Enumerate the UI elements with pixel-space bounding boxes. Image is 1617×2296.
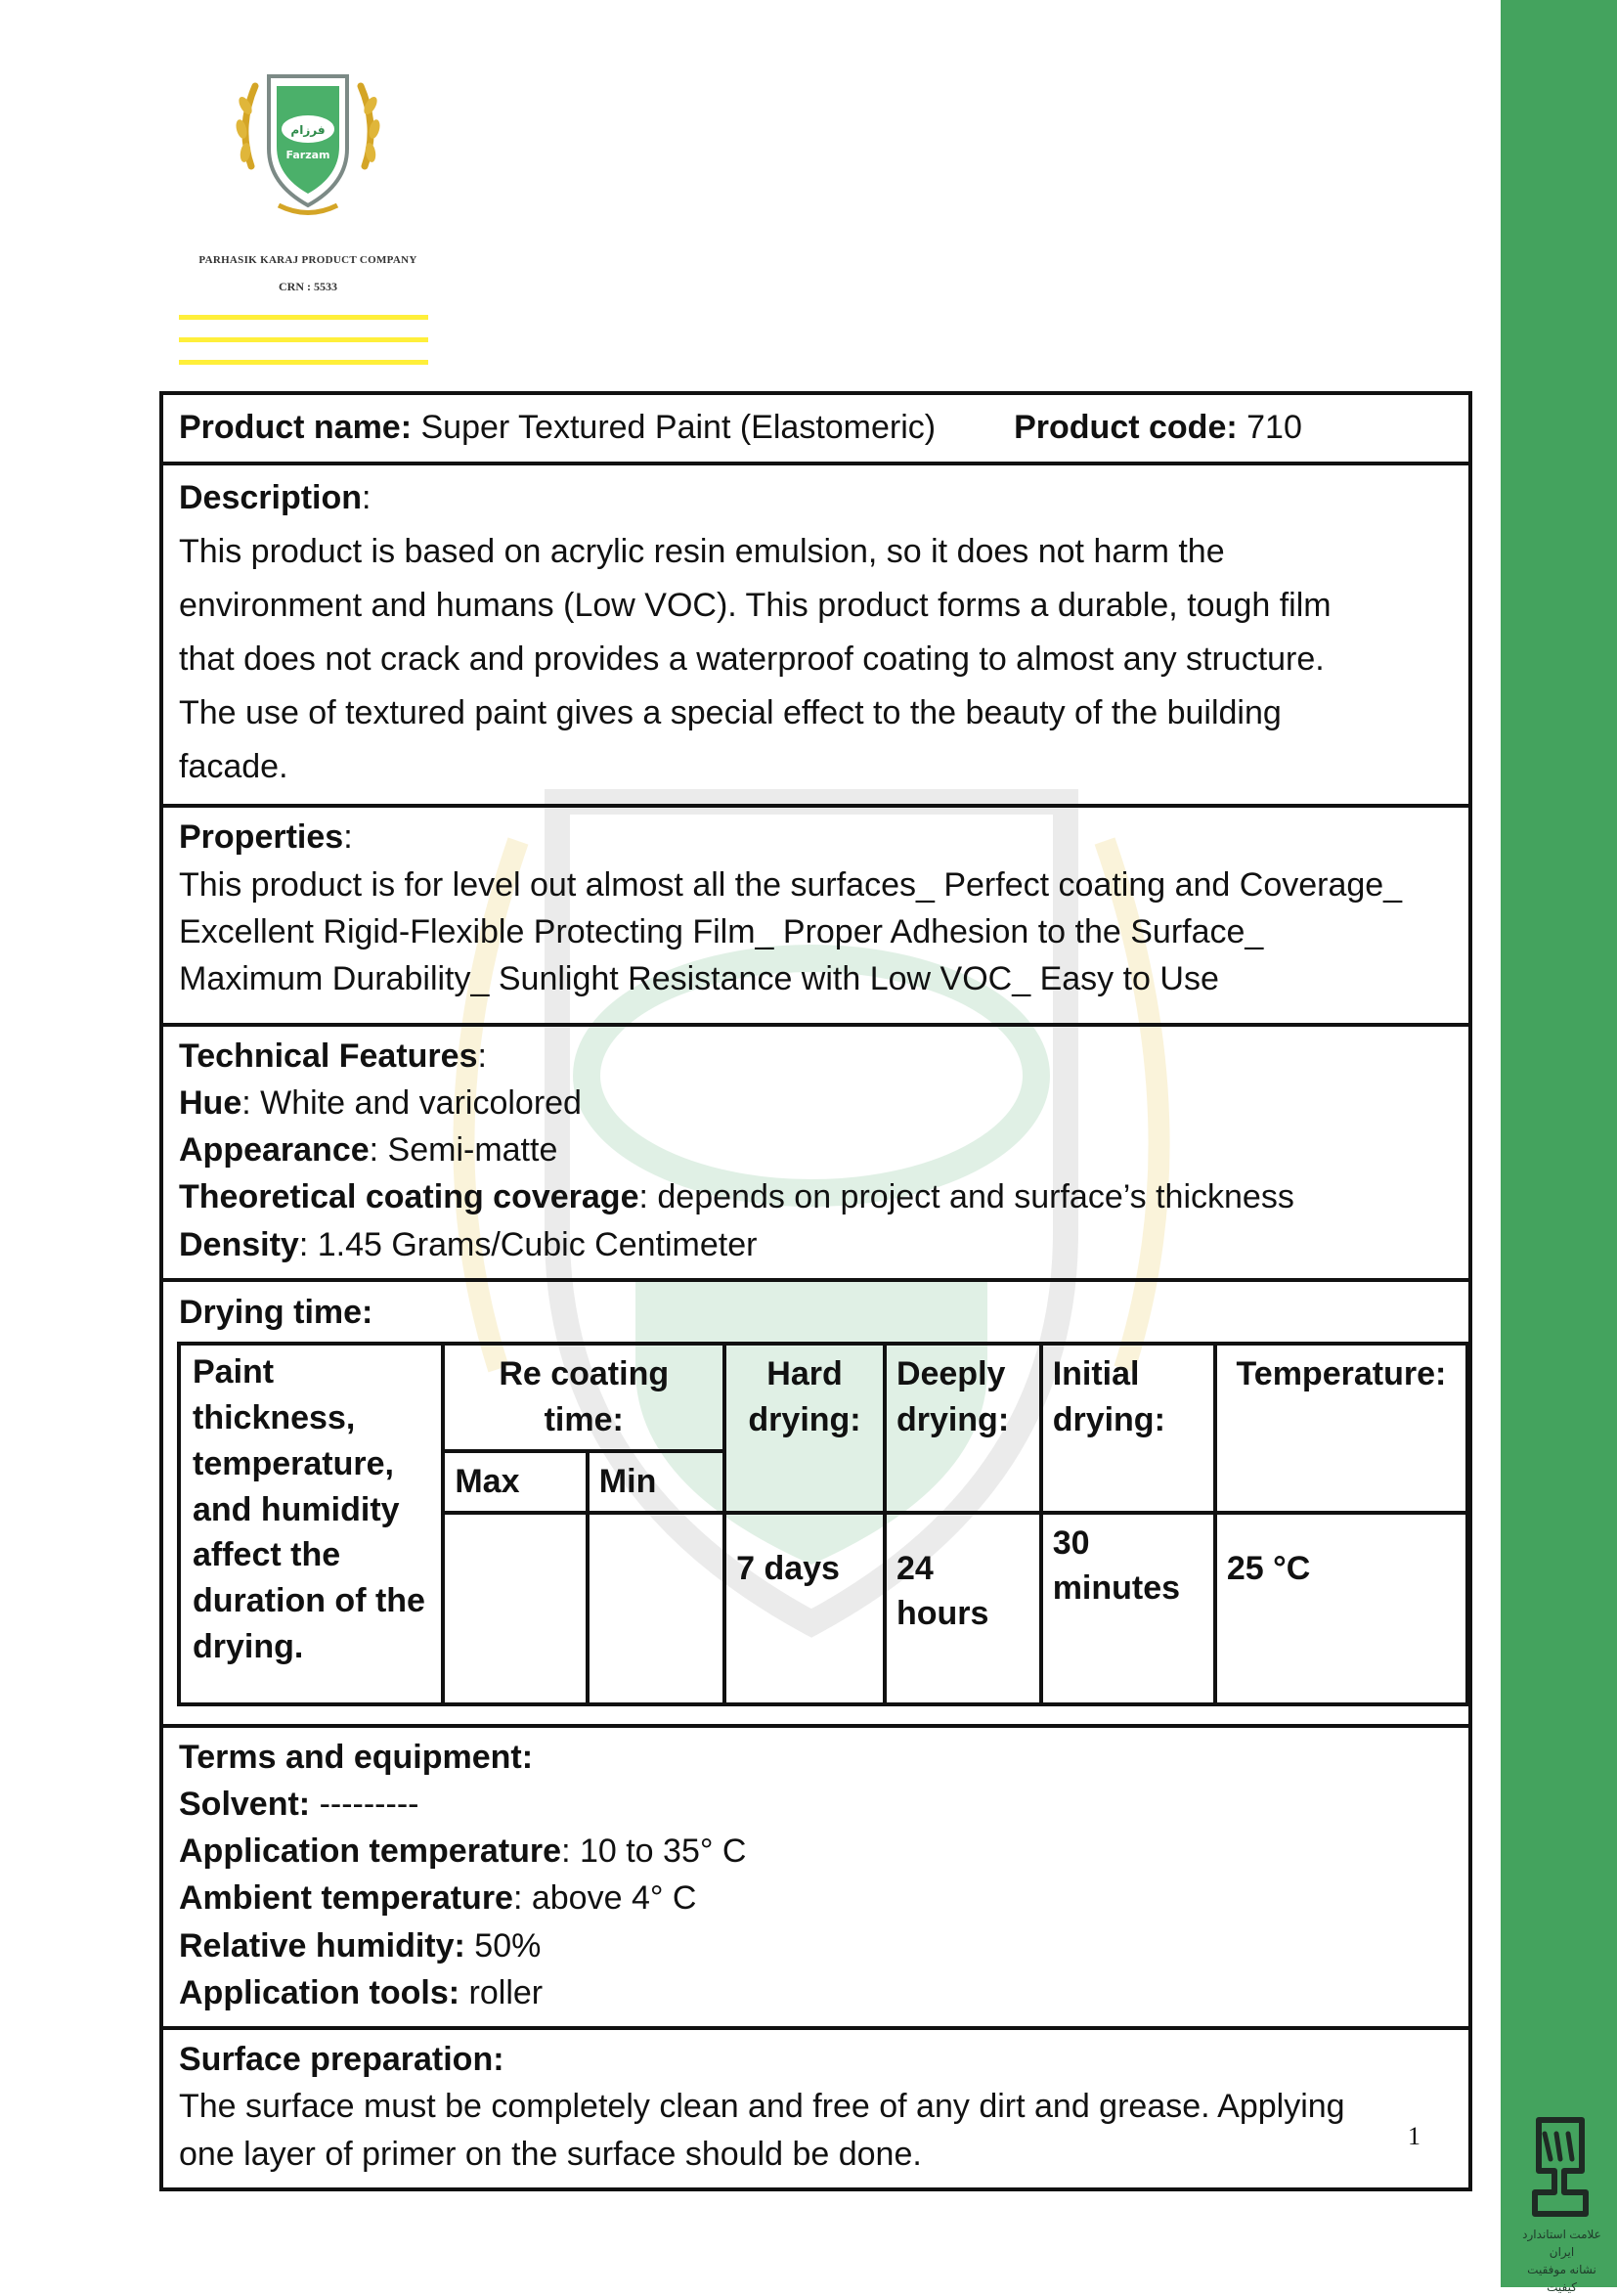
drying-label: Drying time:	[179, 1293, 373, 1331]
application-temperature-value: : 10 to 35° C	[561, 1832, 747, 1871]
max-value	[443, 1513, 587, 1704]
hue-label: Hue	[179, 1083, 242, 1122]
properties-label: Properties	[179, 818, 344, 857]
product-name-value: Super Textured Paint (Elastomeric)	[420, 408, 937, 446]
max-header: Max	[443, 1451, 587, 1513]
min-value	[588, 1513, 724, 1704]
properties-line: Maximum Durability_ Sunlight Resistance with Low VOC_ Easy to Use	[179, 960, 1219, 998]
application-tools-value: roller	[459, 1973, 544, 2011]
deeply-drying-header: Deeply drying:	[885, 1344, 1041, 1513]
isiri-text-line: نشانه موفقیت کیفیت	[1527, 2263, 1596, 2294]
recoating-header: Re coating time:	[443, 1344, 724, 1451]
product-name-section	[163, 395, 1468, 465]
logo-text-en: Farzam	[285, 149, 330, 161]
appearance-value: : Semi-matte	[369, 1131, 558, 1170]
deeply-drying-value: 24 hours	[885, 1513, 1041, 1704]
solvent-value: ---------	[310, 1785, 419, 1823]
relative-humidity-value: 50%	[464, 1926, 542, 1965]
yellow-rule	[179, 315, 428, 320]
terms-equipment-section	[163, 1728, 1468, 2031]
relative-humidity-label: Relative humidity:	[179, 1926, 465, 1965]
properties-line: Excellent Rigid-Flexible Protecting Film_ Proper Adhesion to the Surface_	[179, 913, 1264, 950]
drying-time-section	[163, 1282, 1468, 1728]
description-line: environment and humans (Low VOC). This product forms a durable, tough film	[179, 587, 1332, 625]
surface-preparation-section	[163, 2030, 1468, 2187]
drying-table	[177, 1342, 1469, 1706]
description-section	[163, 465, 1468, 808]
ambient-temperature-value: : above 4° C	[512, 1879, 697, 1918]
description-line: that does not crack and provides a waterproof coating to almost any structure.	[179, 640, 1325, 679]
application-temperature-label: Application temperature	[179, 1832, 562, 1871]
surface-label: Surface preparation:	[179, 2041, 504, 2079]
logo-text-fa: فرزام	[290, 123, 326, 137]
solvent-label: Solvent:	[179, 1785, 311, 1823]
ambient-temperature-label: Ambient temperature	[179, 1879, 513, 1918]
company-logo	[171, 59, 445, 342]
iran-standard-mark	[1515, 2102, 1608, 2294]
temperature-header: Temperature:	[1215, 1344, 1467, 1513]
min-header: Min	[588, 1451, 724, 1513]
initial-drying-header: Initial drying:	[1041, 1344, 1215, 1513]
density-value: : 1.45 Grams/Cubic Centimeter	[298, 1225, 758, 1263]
description-label: Description	[179, 479, 363, 516]
description-label-colon: :	[362, 479, 371, 516]
initial-drying-value: 30 minutes	[1041, 1513, 1215, 1704]
application-tools-label: Application tools:	[179, 1973, 460, 2011]
technical-features-section	[163, 1027, 1468, 1282]
page-number: 1	[1408, 2122, 1420, 2150]
temperature-value: 25 °C	[1215, 1513, 1467, 1704]
green-sidebar	[1501, 0, 1617, 2287]
company-name: PARHASIK KARAJ PRODUCT COMPANY	[198, 254, 417, 266]
product-datasheet	[159, 391, 1472, 2191]
company-crn: CRN : 5533	[279, 280, 337, 293]
yellow-rule	[179, 360, 428, 365]
appearance-label: Appearance	[179, 1131, 370, 1170]
product-name-label: Product name:	[179, 408, 413, 446]
farzam-shield-logo-icon	[230, 59, 386, 225]
coverage-value: : depends on project and surface’s thickness	[638, 1178, 1294, 1216]
description-line: This product is based on acrylic resin emulsion, so it does not harm the	[179, 533, 1225, 571]
hue-value: : White and varicolored	[241, 1083, 582, 1122]
hard-drying-value: 7 days	[724, 1513, 885, 1704]
terms-label: Terms and equipment:	[179, 1738, 534, 1776]
properties-line: This product is for level out almost all the surfaces_ Perfect coating and Coverage_	[179, 865, 1403, 904]
surface-line: one layer of primer on the surface should be done.	[179, 2135, 922, 2173]
technical-label-colon: :	[477, 1037, 487, 1075]
product-code-label: Product code:	[1014, 408, 1238, 446]
yellow-rule	[179, 337, 428, 342]
properties-label-colon: :	[343, 818, 353, 857]
technical-label: Technical Features	[179, 1037, 478, 1075]
product-code-value: 710	[1246, 408, 1302, 446]
isiri-text-line: علامت استاندارد ایران	[1522, 2228, 1601, 2259]
isiri-standard-icon	[1525, 2112, 1595, 2220]
hard-drying-header: Hard drying:	[724, 1344, 885, 1513]
density-label: Density	[179, 1225, 299, 1263]
description-line: The use of textured paint gives a special effect to the beauty of the building	[179, 694, 1282, 732]
properties-section	[163, 808, 1468, 1026]
drying-note: Paint thickness, temperature, and humidity affect the duration of the drying.	[179, 1344, 443, 1704]
coverage-label: Theoretical coating coverage	[179, 1178, 639, 1216]
surface-line: The surface must be completely clean and free of any dirt and grease. Applying	[179, 2088, 1345, 2126]
description-line: facade.	[179, 748, 288, 786]
